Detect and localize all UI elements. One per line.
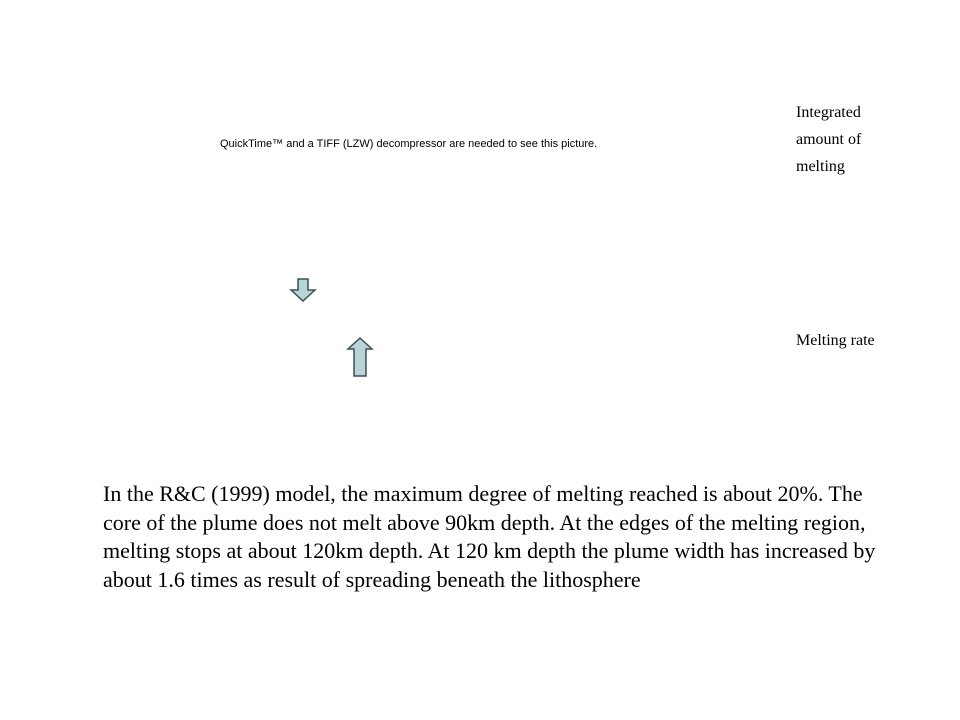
integrated-label-line-2: amount of [796,131,862,148]
arrow-down-icon [289,278,317,302]
melting-rate-label: Melting rate [796,332,875,349]
quicktime-placeholder-text: QuickTime™ and a TIFF (LZW) decompressor are needed to see this picture. [220,138,598,150]
integrated-melting-label [796,99,916,180]
integrated-label-line-3: melting [796,158,845,175]
explanation-paragraph: In the R&C (1999) model, the maximum degree of melting reached is about 20%. The core of the plume does not melt above 90km depth. At the edges of the melting region, melting stops at about 120km depth. At 120 km depth the plume width has increased by about 1.6 times as result of spreading beneath the lithosphere [103,481,876,592]
integrated-label-line-1: Integrated [796,104,861,121]
arrow-up-icon [346,337,374,377]
